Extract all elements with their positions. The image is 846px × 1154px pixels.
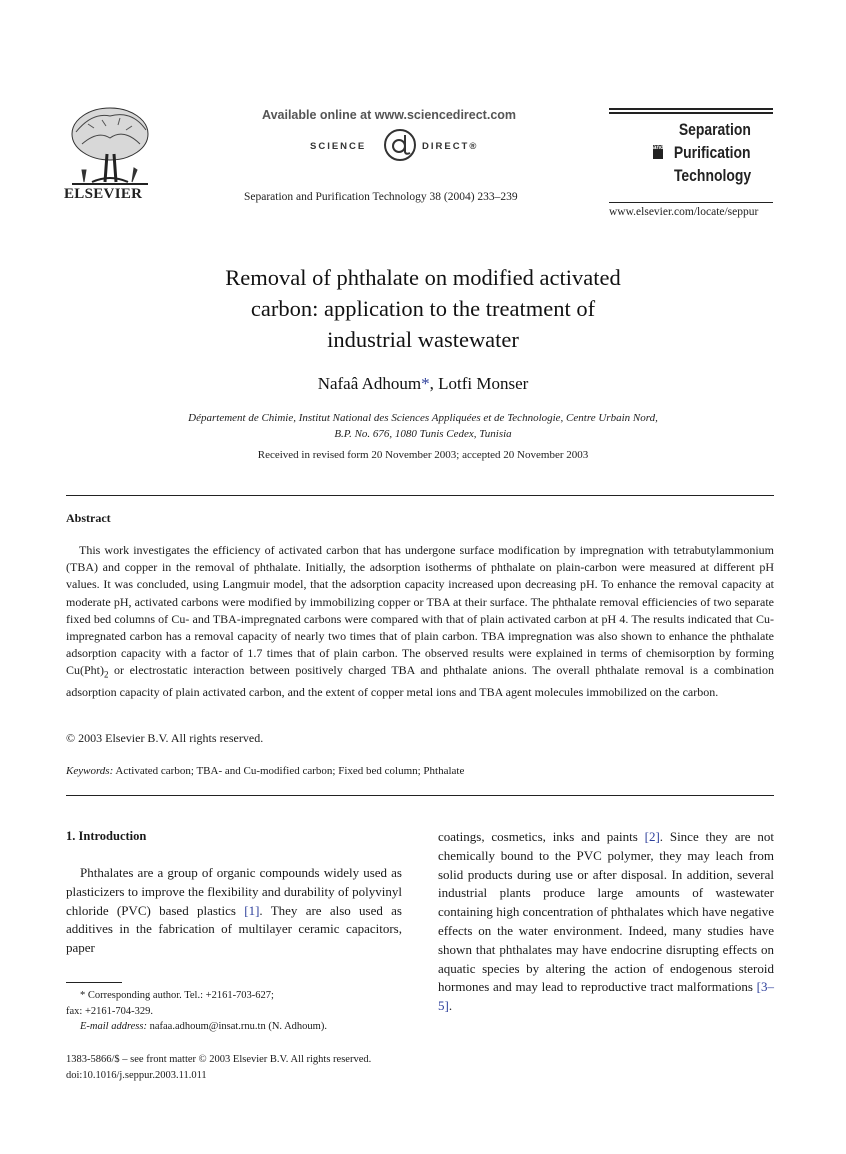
journal-brand-logo <box>609 108 773 206</box>
sciencedirect-logo-left: SCIENCE <box>310 141 367 152</box>
sciencedirect-logo[interactable] <box>310 128 490 168</box>
sciencedirect-at-icon <box>380 125 420 165</box>
brand-bottom-rule <box>609 202 773 203</box>
journal-citation: Separation and Purification Technology 38 (2004) 233–239 <box>244 191 518 203</box>
body-column-left <box>66 864 402 958</box>
abstract-copyright: © 2003 Elsevier B.V. All rights reserved. <box>66 731 264 745</box>
author-list <box>0 374 846 394</box>
intro-text-1: Phthalates are a group of organic compounds widely used as plasticizers to improve the flexibility and durability of polyvinyl chloride (PVC) based plastics <box>66 865 402 918</box>
affiliation-line-2: B.P. No. 676, 1080 Tunis Cedex, Tunisia <box>334 428 512 440</box>
journal-url-link[interactable]: www.elsevier.com/locate/seppur <box>609 206 759 218</box>
title-line-1: Removal of phthalate on modified activated <box>225 265 621 290</box>
intro-text-4: . Since they are not chemically bound to the PVC polymer, they may leach from solid products during use or after disposal. In addition, several industrial plants produce large amounts of wastewater containing high concentration of phthalates which have negative effects on the water environment. Indeed, many studies have shown that phthalates may have endocrine disrupting effects on aquatic species by altering the action of endogenous steroid hormones and may lead to reproductive tract malformations <box>438 829 774 995</box>
affiliation-line-1: Département de Chimie, Institut National des Sciences Appliquées et de Technologie, Centre Urbain Nord, <box>188 412 658 424</box>
body-column-right <box>438 828 774 1016</box>
keywords <box>66 765 464 777</box>
sciencedirect-logo-right: DIRECT® <box>422 141 479 152</box>
author-monser: , Lotfi Monser <box>429 374 529 393</box>
title-line-2: carbon: application to the treatment of <box>250 296 596 321</box>
footnote <box>66 988 406 1035</box>
citation-link[interactable]: [3–5] <box>438 979 774 1014</box>
brand-line-separation: Separation <box>678 120 751 139</box>
affiliation <box>100 410 746 442</box>
received-dates: Received in revised form 20 November 2003; accepted 20 November 2003 <box>257 449 589 461</box>
abstract-heading: Abstract <box>66 511 111 525</box>
abstract-text-main: This work investigates the efficiency of activated carbon that has undergone surface modification by impregnation with tetrabutylammonium (TBA) and copper in the removal of phthalate. Initially, the adsorption isotherms of phthalate on plain-carbon were measured at different pH values. It was concluded, using Langmuir model, that the adsorption capacity increased upon decreasing pH. To enhance the removal capacity at moderate pH, activated carbons were modified by immobilizing copper or TBA at their surface. The phthalate removal efficiencies of two separate fixed bed columns of Cu- and TBA-impregnated carbons were compared with that of plain activated carbon at pH 4. The results indicated that Cu-impregnated carbon has a removal capacity of nearly two times that of plain carbon. TBA impregnation was also shown to enhance the phthalate adsorption capacity with a factor of 1.7 times that of plain carbon. The observed results were explained in terms of chemisorption by forming Cu(Pht) <box>66 543 774 678</box>
divider-top <box>66 495 774 496</box>
elsevier-wordmark: ELSEVIER <box>64 186 143 202</box>
page-footer <box>66 1052 371 1083</box>
abstract-text-end: or electrostatic interaction between positively charged TBA and phthalate anions. The overall phthalate removal is a combination adsorption capacity of plain activated carbon, and the extent of copper metal ions and TBA agent molecules immobilized on the carbon. <box>66 663 774 700</box>
intro-text-2: . They are also used as additives in the fabrication of multilayer ceramic capacitors, paper <box>66 902 402 956</box>
abstract-text <box>66 542 774 701</box>
citation-link[interactable]: [1] <box>244 902 260 918</box>
available-online-text[interactable]: Available online at www.sciencedirect.com <box>262 108 517 122</box>
brand-line-technology: Technology <box>673 166 751 185</box>
abstract-subscript: 2 <box>104 669 109 680</box>
title-line-3: industrial wastewater <box>327 327 519 352</box>
footer-issn: 1383-5866/$ – see front matter © 2003 Elsevier B.V. All rights reserved. <box>66 1054 372 1065</box>
citation-link[interactable]: [2] <box>644 829 660 844</box>
keywords-label: Keywords: <box>66 765 114 777</box>
footer-doi[interactable]: doi:10.1016/j.seppur.2003.11.011 <box>66 1069 207 1081</box>
article-title <box>140 262 706 355</box>
footnote-rule <box>66 982 122 983</box>
email-address[interactable]: nafaa.adhoum@insat.rnu.tn (N. Adhoum). <box>146 1021 327 1032</box>
brand-top-rule-2 <box>609 112 773 114</box>
brand-top-rule <box>609 108 773 110</box>
corresponding-author-mark[interactable]: * <box>421 374 430 393</box>
footnote-line-1: * Corresponding author. Tel.: +2161-703-627; <box>80 990 274 1001</box>
brand-and-box: and <box>653 145 663 159</box>
brand-line-purification: Purification <box>674 143 751 162</box>
footnote-email <box>66 1019 406 1035</box>
section-heading-introduction: 1. Introduction <box>66 829 147 843</box>
footnote-line-2: fax: +2161-704-329. <box>66 1005 153 1017</box>
intro-text-3: coatings, cosmetics, inks and paints <box>438 829 645 844</box>
keywords-list: Activated carbon; TBA- and Cu-modified carbon; Fixed bed column; Phthalate <box>113 765 465 777</box>
email-label: E-mail address: <box>80 1021 147 1032</box>
intro-text-5: . <box>448 998 453 1014</box>
divider-bottom <box>66 795 774 796</box>
author-adhoum: Nafaâ Adhoum <box>317 374 422 393</box>
